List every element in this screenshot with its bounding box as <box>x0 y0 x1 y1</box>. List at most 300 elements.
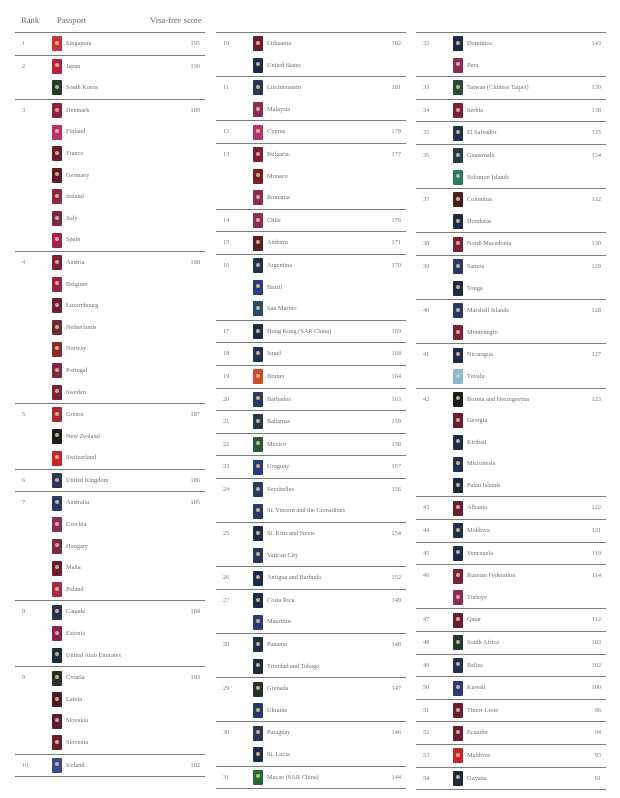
rank-group <box>15 251 205 403</box>
country-name: South Korea <box>66 84 98 92</box>
country-name: Monaco <box>267 172 288 180</box>
passport-cover-icon <box>453 36 463 51</box>
rank-group <box>416 564 606 608</box>
country-name: Singapore <box>66 40 92 47</box>
table-row <box>15 492 205 514</box>
country-name: Lithuania <box>267 40 292 47</box>
rank-group <box>416 343 606 387</box>
rank-group <box>416 388 606 497</box>
country-name: Chile <box>267 216 281 224</box>
country-name: San Marino <box>267 305 297 313</box>
country-name: Albania <box>467 504 487 512</box>
rank-group <box>216 388 406 411</box>
country-name: Poland <box>66 585 84 593</box>
passport-cover-icon <box>52 233 62 248</box>
country-name: Japan <box>66 62 81 70</box>
table-row <box>216 99 406 121</box>
visa-free-score: 94 <box>594 729 601 737</box>
table-row <box>416 632 606 654</box>
table-row <box>216 366 406 388</box>
visa-free-score: 156 <box>391 485 401 493</box>
table-row <box>416 587 606 609</box>
country-name: Timor-Leste <box>467 706 499 714</box>
table-row <box>416 700 606 722</box>
ranking-column-2 <box>216 32 406 789</box>
table-row <box>15 426 205 448</box>
country-name: Portugal <box>66 366 88 374</box>
passport-cover-icon <box>453 590 463 605</box>
passport-cover-icon <box>52 473 62 488</box>
table-row <box>216 389 406 411</box>
country-name: Luxembourg <box>66 302 99 310</box>
rank-value: 14 <box>223 216 230 224</box>
rank-group <box>216 721 406 765</box>
country-name: Mexico <box>267 440 287 448</box>
country-name: Bosnia and Herzegovina <box>467 395 529 403</box>
visa-free-score: 91 <box>594 774 601 782</box>
visa-free-score: 157 <box>391 463 401 471</box>
table-row <box>216 166 406 188</box>
table-row <box>416 497 606 519</box>
table-row <box>15 470 205 492</box>
visa-free-score: 148 <box>391 641 401 649</box>
passport-cover-icon <box>52 59 62 74</box>
rank-group <box>416 99 606 122</box>
passport-cover-icon <box>52 561 62 576</box>
rank-group <box>216 410 406 433</box>
visa-free-score: 100 <box>591 684 601 692</box>
passport-cover-icon <box>52 429 62 444</box>
passport-cover-icon <box>253 482 263 497</box>
country-name: Hong Kong (SAR China) <box>267 327 332 335</box>
visa-free-score: 96 <box>594 706 601 714</box>
table-row <box>416 344 606 366</box>
country-name: Mauritius <box>267 618 292 626</box>
country-name: Bahamas <box>267 418 291 426</box>
table-row <box>416 745 606 767</box>
visa-free-score: 195 <box>190 40 200 47</box>
table-row <box>416 768 606 790</box>
country-name: Italy <box>66 214 78 222</box>
table-row <box>416 300 606 322</box>
rank-value: 42 <box>423 395 430 403</box>
visa-free-score: 129 <box>591 262 601 270</box>
rank-group <box>216 365 406 388</box>
table-row <box>216 456 406 478</box>
rank-value: 27 <box>223 596 230 604</box>
passport-cover-icon <box>453 613 463 628</box>
visa-free-score: 139 <box>591 84 601 92</box>
table-row <box>216 722 406 744</box>
table-row <box>15 274 205 296</box>
table-row <box>15 623 205 645</box>
rank-group <box>216 478 406 522</box>
table-row <box>416 655 606 677</box>
rank-value: 10 <box>22 761 29 769</box>
table-row <box>416 389 606 411</box>
passport-cover-icon <box>453 681 463 696</box>
country-name: Cyprus <box>267 128 286 136</box>
passport-cover-icon <box>52 407 62 422</box>
passport-cover-icon <box>52 342 62 357</box>
table-row <box>216 77 406 99</box>
passport-cover-icon <box>52 103 62 118</box>
rank-value: 13 <box>223 150 230 158</box>
country-name: Romania <box>267 194 290 202</box>
visa-free-score: 169 <box>391 327 401 335</box>
table-row <box>416 33 606 55</box>
table-row <box>15 536 205 558</box>
country-name: Brazil <box>267 283 283 291</box>
table-row <box>416 453 606 475</box>
visa-free-score: 134 <box>591 151 601 159</box>
table-row <box>216 678 406 700</box>
passport-cover-icon <box>453 726 463 741</box>
passport-cover-icon <box>52 80 62 95</box>
rank-group <box>416 676 606 699</box>
table-row <box>15 186 205 208</box>
table-row <box>15 338 205 360</box>
rank-value: 4 <box>22 258 26 266</box>
visa-free-score: 168 <box>391 350 401 358</box>
table-row <box>15 514 205 536</box>
passport-cover-icon <box>253 324 263 339</box>
country-name: Bulgaria <box>267 150 289 158</box>
table-row <box>15 56 205 78</box>
rank-value: 25 <box>223 530 230 538</box>
table-row <box>15 165 205 187</box>
rank-value: 32 <box>423 40 430 47</box>
rank-value: 28 <box>223 641 230 649</box>
passport-cover-icon <box>52 211 62 226</box>
visa-free-score: 114 <box>591 572 601 580</box>
table-row <box>216 611 406 633</box>
passport-cover-icon <box>52 36 62 51</box>
country-name: Montenegro <box>467 328 498 336</box>
country-name: Kuwait <box>467 684 486 692</box>
column-end-rule <box>15 776 205 777</box>
table-row <box>416 256 606 278</box>
passport-cover-icon <box>253 36 263 51</box>
country-name: Germany <box>66 171 90 179</box>
passport-cover-icon <box>453 58 463 73</box>
table-row <box>416 722 606 744</box>
visa-free-score: 103 <box>591 639 601 647</box>
country-name: Marshall Islands <box>467 307 509 315</box>
country-name: Malta <box>66 564 81 572</box>
rank-group <box>416 32 606 76</box>
passport-cover-icon <box>453 501 463 516</box>
country-name: Argentina <box>267 261 293 269</box>
passport-cover-icon <box>453 103 463 118</box>
visa-free-score: 119 <box>591 549 601 557</box>
visa-free-score: 138 <box>591 106 601 114</box>
country-name: Grenada <box>267 685 289 693</box>
table-row <box>416 167 606 189</box>
visa-free-score: 128 <box>591 307 601 315</box>
visa-free-score: 159 <box>391 418 401 426</box>
country-name: Greece <box>66 411 84 419</box>
passport-cover-icon <box>52 692 62 707</box>
rank-group <box>416 299 606 343</box>
table-row <box>216 121 406 143</box>
country-name: Ukraine <box>267 706 288 714</box>
passport-cover-icon <box>52 605 62 620</box>
passport-cover-icon <box>52 582 62 597</box>
rank-value: 21 <box>223 418 230 426</box>
table-row <box>416 278 606 300</box>
passport-cover-icon <box>52 125 62 140</box>
country-name: Nicaragua <box>467 351 493 359</box>
visa-free-score: 182 <box>391 40 401 47</box>
table-row <box>416 432 606 454</box>
visa-free-score: 135 <box>591 129 601 137</box>
country-name: Qatar <box>467 616 481 624</box>
rank-value: 34 <box>423 106 430 114</box>
passport-cover-icon <box>52 758 62 773</box>
score-header: Visa-free score <box>150 15 202 25</box>
visa-free-score: 184 <box>190 608 200 616</box>
table-row <box>216 343 406 365</box>
rank-group <box>416 744 606 767</box>
country-name: St. Vincent and the Grenadines <box>267 507 346 515</box>
rank-value: 51 <box>423 706 430 714</box>
rank-value: 41 <box>423 351 430 359</box>
country-name: New Zealand <box>66 432 100 440</box>
table-row <box>15 732 205 754</box>
rank-value: 44 <box>423 527 430 535</box>
visa-free-score: 181 <box>391 84 401 92</box>
table-row <box>15 208 205 230</box>
country-name: United Kingdom <box>66 476 109 484</box>
passport-cover-icon <box>453 703 463 718</box>
passport-cover-icon <box>253 280 263 295</box>
table-row <box>216 567 406 589</box>
country-name: Ireland <box>66 193 84 201</box>
country-name: Austria <box>66 258 85 266</box>
passport-header: Passport <box>57 15 87 25</box>
passport-cover-icon <box>52 189 62 204</box>
table-row <box>416 122 606 144</box>
table-row <box>416 211 606 233</box>
country-name: Hungary <box>66 542 89 550</box>
table-row <box>216 232 406 254</box>
table-row <box>216 500 406 522</box>
visa-free-score: 102 <box>591 661 601 669</box>
rank-group <box>216 231 406 254</box>
visa-free-score: 178 <box>391 128 401 136</box>
country-name: Kiribati <box>467 438 487 446</box>
rank-value: 39 <box>423 262 430 270</box>
passport-cover-icon <box>253 571 263 586</box>
rank-group <box>15 403 205 469</box>
rank-group <box>216 342 406 365</box>
rank-value: 18 <box>223 350 230 358</box>
table-row <box>15 382 205 404</box>
passport-cover-icon <box>253 659 263 674</box>
country-name: Slovenia <box>66 739 89 746</box>
country-name: El Salvador <box>467 129 497 137</box>
rank-group <box>216 589 406 633</box>
rank-value: 49 <box>423 661 430 669</box>
passport-cover-icon <box>453 771 463 786</box>
ranking-column-3 <box>416 32 606 790</box>
table-row <box>416 520 606 542</box>
country-name: United Arab Emirates <box>66 651 121 659</box>
passport-cover-icon <box>253 682 263 697</box>
rank-value: 1 <box>22 40 26 47</box>
rank-group <box>416 121 606 144</box>
rank-group <box>416 519 606 542</box>
table-row <box>416 677 606 699</box>
country-name: Georgia <box>467 417 488 425</box>
table-row <box>216 656 406 678</box>
table-row <box>216 144 406 166</box>
table-row <box>15 447 205 469</box>
country-name: Seychelles <box>267 485 294 493</box>
column-end-rule <box>416 789 606 790</box>
visa-free-score: 158 <box>391 440 401 448</box>
country-name: Venezuela <box>467 549 493 557</box>
country-name: North Macedonia <box>467 240 512 248</box>
passport-cover-icon <box>453 325 463 340</box>
passport-cover-icon <box>52 168 62 183</box>
passport-cover-icon <box>453 546 463 561</box>
country-name: Honduras <box>467 217 492 225</box>
country-name: Vatican City <box>267 551 299 559</box>
country-name: Belgium <box>66 280 88 288</box>
visa-free-score: 132 <box>591 196 601 204</box>
passport-cover-icon <box>253 301 263 316</box>
country-name: Canada <box>66 608 85 616</box>
country-name: South Africa <box>467 639 500 647</box>
country-name: Colombia <box>467 196 492 204</box>
country-name: United States <box>267 61 301 69</box>
visa-free-score: 182 <box>190 761 200 769</box>
country-name: Micronesia <box>467 460 496 468</box>
rank-group <box>216 143 406 209</box>
passport-cover-icon <box>52 648 62 663</box>
table-row <box>15 100 205 122</box>
rank-value: 47 <box>423 616 430 624</box>
rank-value: 38 <box>423 240 430 248</box>
country-name: Finland <box>66 128 86 136</box>
country-name: Türkiye <box>467 593 487 601</box>
rank-group <box>216 633 406 677</box>
rank-value: 22 <box>223 440 230 448</box>
rank-group <box>416 699 606 722</box>
visa-free-score: 152 <box>391 574 401 582</box>
table-row <box>416 189 606 211</box>
rank-group <box>216 455 406 478</box>
table-row <box>216 545 406 567</box>
rank-value: 43 <box>423 504 430 512</box>
country-name: Tuvalu <box>467 372 485 380</box>
table-row <box>15 601 205 623</box>
rank-value: 37 <box>423 196 430 204</box>
visa-free-score: 143 <box>591 40 601 47</box>
passport-cover-icon <box>253 102 263 117</box>
passport-cover-icon <box>453 281 463 296</box>
table-row <box>15 645 205 667</box>
passport-cover-icon <box>453 523 463 538</box>
rank-value: 40 <box>423 307 430 315</box>
passport-cover-icon <box>253 726 263 741</box>
visa-free-score: 122 <box>591 504 601 512</box>
country-name: Slovakia <box>66 717 89 725</box>
country-name: Trinidad and Tobago <box>267 662 320 670</box>
country-name: Estonia <box>66 630 85 638</box>
passport-cover-icon <box>253 637 263 652</box>
table-row <box>15 755 205 777</box>
country-name: Costa Rica <box>267 596 295 604</box>
country-name: Macao (SAR China) <box>267 773 319 781</box>
country-name: Liechtenstein <box>267 84 301 92</box>
passport-cover-icon <box>453 658 463 673</box>
table-row <box>15 557 205 579</box>
passport-cover-icon <box>453 259 463 274</box>
country-name: Netherlands <box>66 323 97 331</box>
visa-free-score: 189 <box>190 106 200 114</box>
passport-cover-icon <box>253 190 263 205</box>
passport-cover-icon <box>52 255 62 270</box>
table-row <box>416 233 606 255</box>
passport-cover-icon <box>253 615 263 630</box>
passport-cover-icon <box>453 237 463 252</box>
country-name: Andorra <box>267 239 288 247</box>
table-row <box>216 255 406 277</box>
rank-group <box>15 491 205 600</box>
rank-value: 6 <box>22 476 26 484</box>
country-name: Brunei <box>267 372 285 380</box>
visa-free-score: 147 <box>391 685 401 693</box>
table-row <box>216 33 406 55</box>
rank-value: 35 <box>423 129 430 137</box>
table-row <box>416 55 606 77</box>
visa-free-score: 187 <box>190 411 200 419</box>
passport-cover-icon <box>453 569 463 584</box>
rank-value: 54 <box>423 774 430 782</box>
rank-value: 16 <box>223 261 230 269</box>
passport-cover-icon <box>52 671 62 686</box>
passport-cover-icon <box>253 770 263 785</box>
rank-group <box>15 99 205 251</box>
table-row <box>216 411 406 433</box>
rank-value: 10 <box>223 40 230 47</box>
visa-free-score: 112 <box>591 616 601 624</box>
table-row <box>216 700 406 722</box>
rank-group <box>216 76 406 120</box>
country-name: Barbados <box>267 395 291 403</box>
table-row <box>416 145 606 167</box>
passport-cover-icon <box>52 451 62 466</box>
passport-cover-icon <box>453 369 463 384</box>
rank-group <box>216 566 406 589</box>
passport-cover-icon <box>253 526 263 541</box>
rank-value: 2 <box>22 62 26 70</box>
ranking-column-1 <box>15 32 205 777</box>
table-row <box>15 252 205 274</box>
table-row <box>15 295 205 317</box>
table-row <box>15 33 205 55</box>
rank-value: 33 <box>423 84 430 92</box>
table-row <box>416 100 606 122</box>
rank-value: 15 <box>223 239 230 247</box>
table-row <box>15 360 205 382</box>
country-name: Tonga <box>467 284 483 292</box>
rank-group <box>416 188 606 232</box>
rank-group <box>15 666 205 753</box>
